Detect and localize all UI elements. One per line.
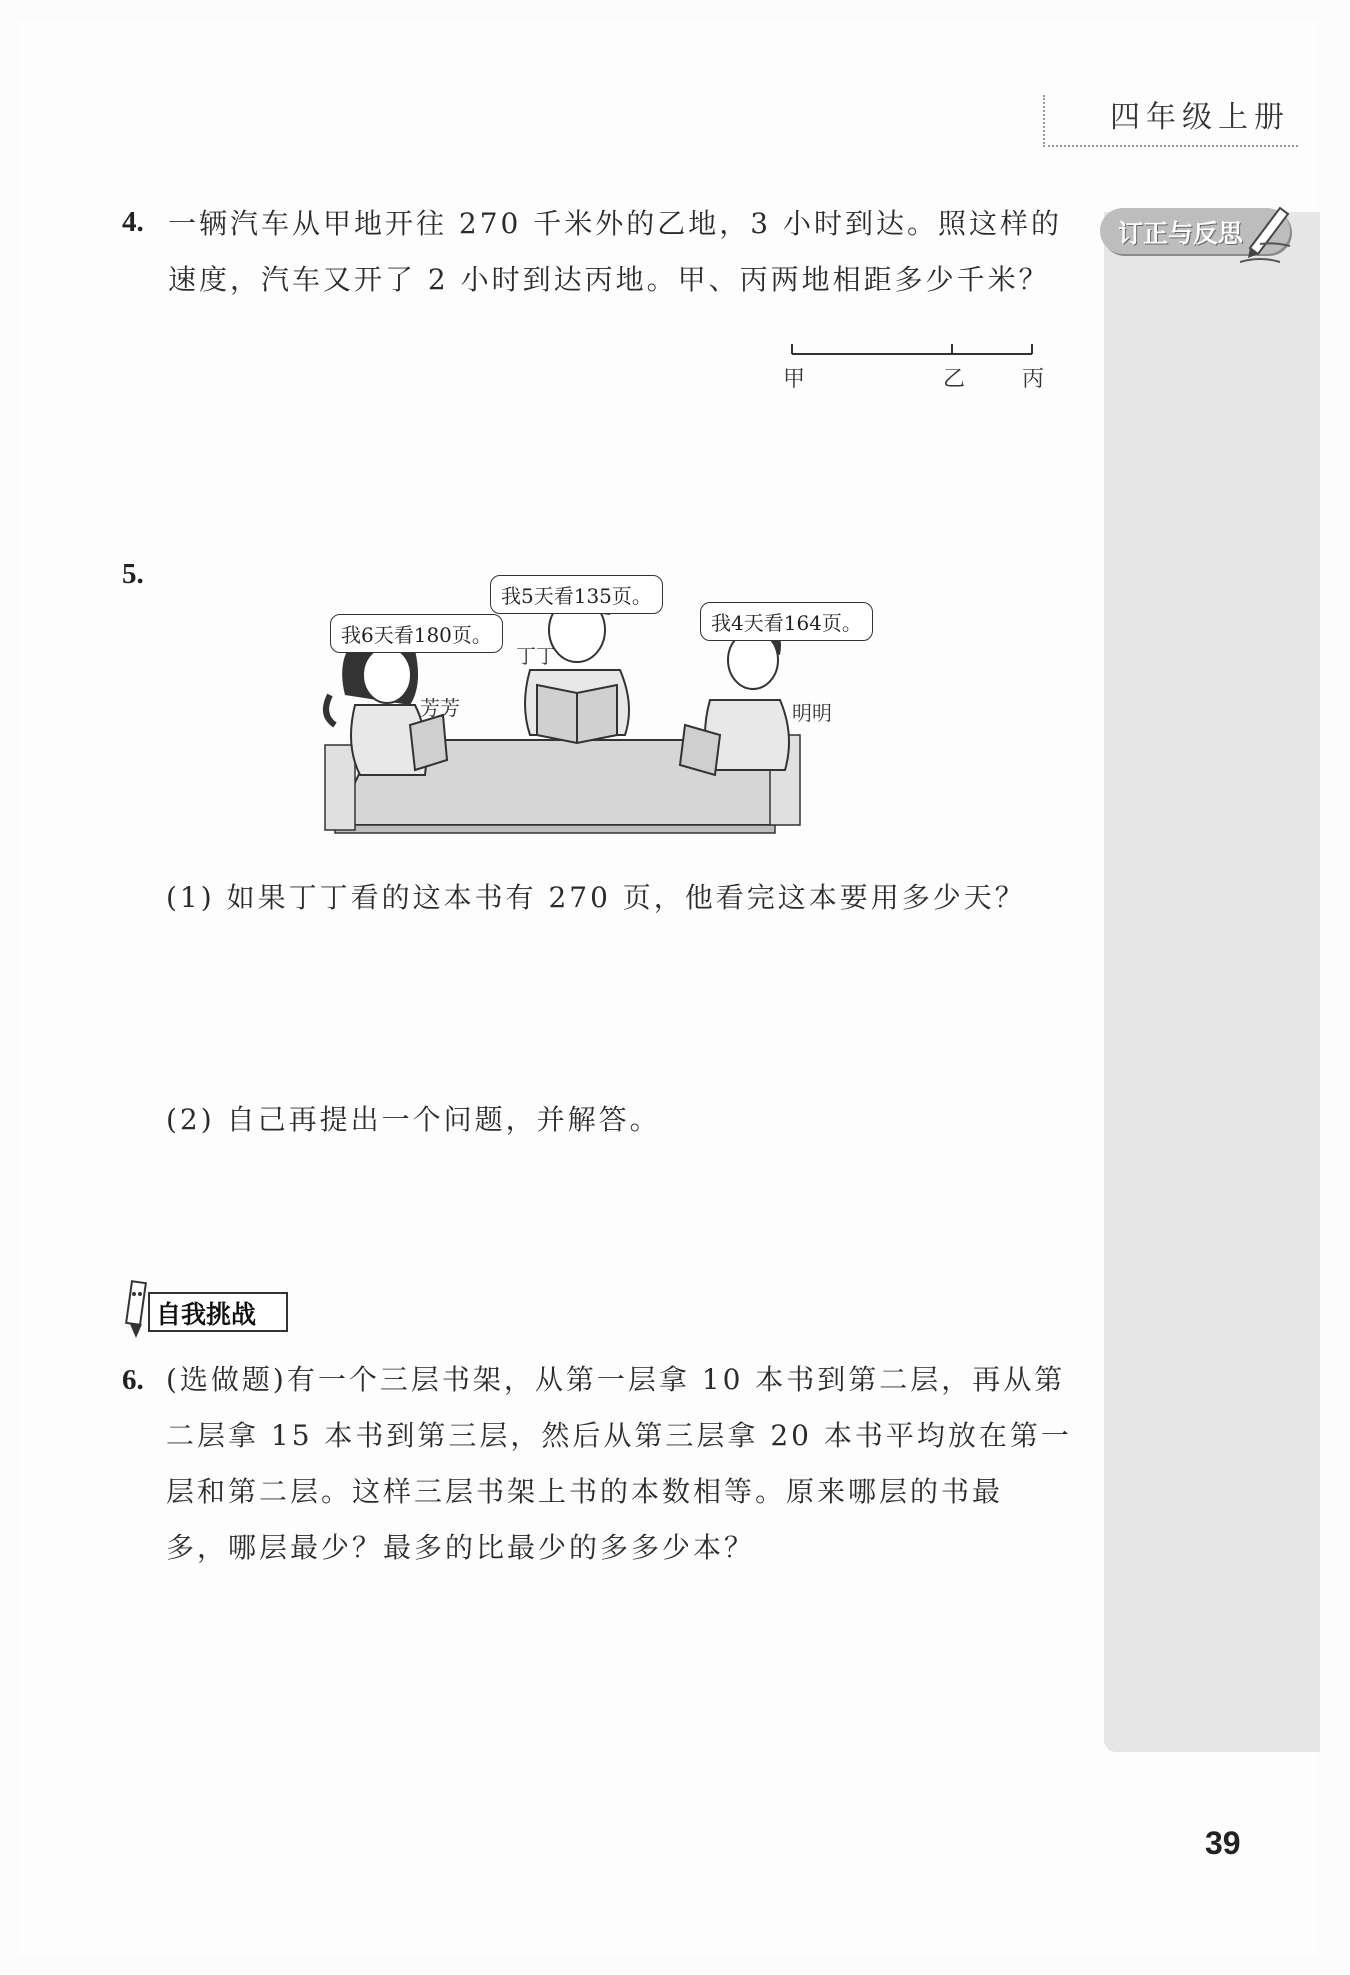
- question-4-line-1: 一辆汽车从甲地开往 270 千米外的乙地，3 小时到达。照这样的: [168, 207, 1062, 240]
- diagram-label-bing: 丙: [1022, 367, 1045, 392]
- question-6-line-1: (选做题)有一个三层书架，从第一层拿 10 本书到第二层，再从第: [166, 1363, 1066, 1396]
- diagram-label-yi: 乙: [943, 367, 966, 392]
- reflection-column: [1104, 212, 1320, 1752]
- speech-bubble-dingding: 我5天看135页。: [490, 575, 663, 614]
- header-title: 四年级上册: [1110, 100, 1290, 135]
- page-number: 39: [1205, 1825, 1241, 1861]
- challenge-section-label: 自我挑战: [156, 1300, 257, 1329]
- question-6-line-2: 二层拿 15 本书到第三层，然后从第三层拿 20 本书平均放在第一: [166, 1419, 1072, 1452]
- question-5-sub-2: (2) 自己再提出一个问题，并解答。: [166, 1103, 661, 1136]
- distance-line-diagram: [780, 340, 1040, 370]
- question-4-line-2: 速度，汽车又开了 2 小时到达丙地。甲、丙两地相距多少千米？: [168, 263, 1050, 296]
- diagram-label-jia: 甲: [783, 367, 806, 392]
- name-label-fangfang: 芳芳: [420, 696, 460, 720]
- pen-icon: [1230, 200, 1300, 270]
- question-4-number: 4.: [122, 206, 144, 238]
- speech-bubble-fangfang: 我6天看180页。: [330, 614, 503, 653]
- question-6-line-3: 层和第二层。这样三层书架上书的本数相等。原来哪层的书最: [166, 1475, 1004, 1508]
- pencil-icon: [124, 1278, 150, 1340]
- question-5-number: 5.: [122, 558, 144, 590]
- reflection-tab-label: 订正与反思: [1118, 219, 1244, 248]
- name-label-mingming: 明明: [792, 701, 832, 725]
- question-6-line-4: 多，哪层最少？最多的比最少的多多少本？: [166, 1531, 756, 1564]
- name-label-dingding: 丁丁: [516, 644, 556, 668]
- question-6-number: 6.: [122, 1364, 144, 1396]
- speech-bubble-mingming: 我4天看164页。: [700, 602, 873, 641]
- question-5-sub-1: (1) 如果丁丁看的这本书有 270 页，他看完这本要用多少天？: [166, 881, 1026, 914]
